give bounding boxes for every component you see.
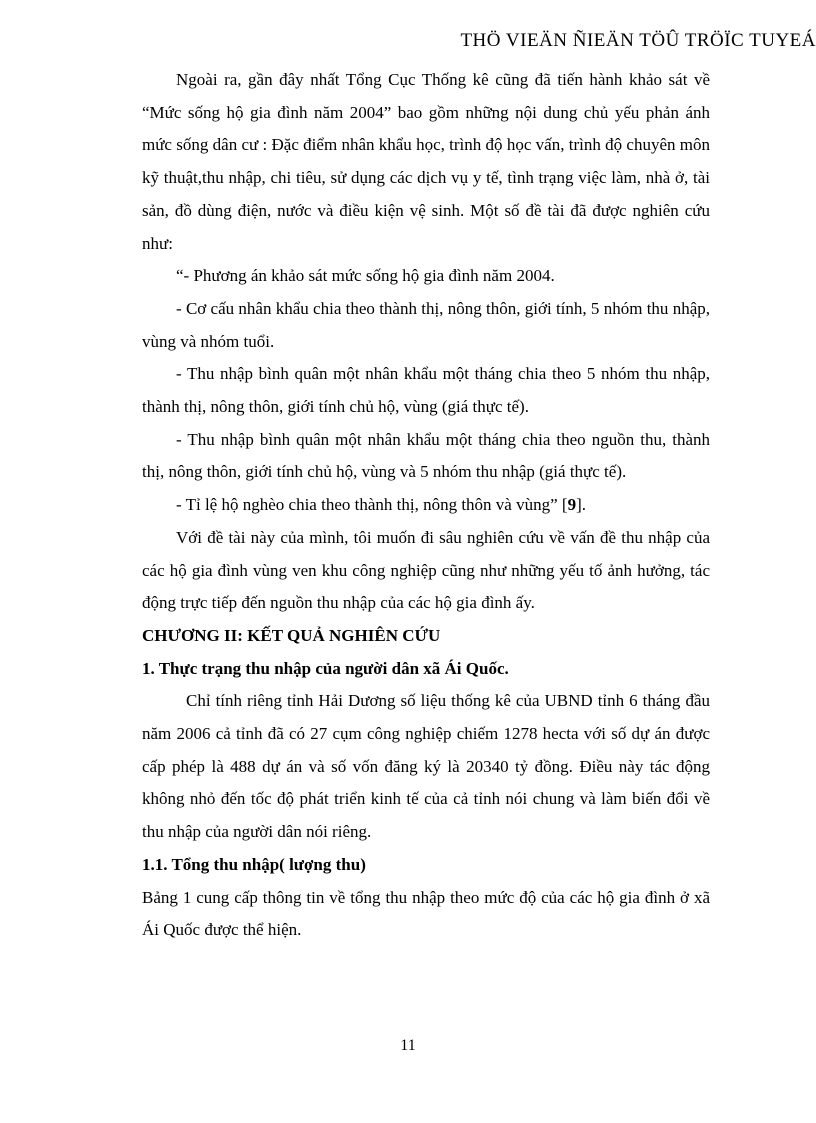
- list-item-poverty-rate: [142, 489, 710, 522]
- document-body: [142, 64, 710, 947]
- paragraph-intro: Ngoài ra, gần đây nhất Tổng Cục Thống kê cũng đã tiến hành khảo sát về “Mức sống hộ gia đình năm 2004” bao gồm những nội dung chủ yếu phản ánh mức sống dân cư : Đặc điểm nhân khẩu học, trình độ học vấn, trình độ chuyên môn kỹ thuật,thu nhập, chi tiêu, sử dụng các dịch vụ y tế, tình trạng việc làm, nhà ở, tài sản, đồ dùng điện, nước và điều kiện vệ sinh. Một số đề tài đã được nghiên cứu như:: [142, 70, 710, 253]
- paragraph-table-intro: Bảng 1 cung cấp thông tin về tổng thu nhập theo mức độ của các hộ gia đình ở xã Ái Quốc được thể hiện.: [142, 887, 710, 940]
- list-item-population-structure: - Cơ cấu nhân khẩu chia theo thành thị, nông thôn, giới tính, 5 nhóm thu nhập, vùng và nhóm tuổi.: [142, 298, 710, 351]
- list-item-survey-plan: “- Phương án khảo sát mức sống hộ gia đình năm 2004.: [176, 266, 555, 286]
- list-item-income-by-group: - Thu nhập bình quân một nhân khẩu một tháng chia theo 5 nhóm thu nhập, thành thị, nông thôn, giới tính chủ hộ, vùng (giá thực tế).: [142, 364, 710, 417]
- site-header-title: THÖ VIEÄN ÑIEÄN TÖÛ TRÖÏC TUYEÁ: [460, 30, 816, 51]
- page-number: 11: [400, 1037, 416, 1054]
- citation-reference: 9: [567, 495, 577, 515]
- poverty-rate-text: - Tỉ lệ hộ nghèo chia theo thành thị, nông thôn và vùng” [: [176, 495, 568, 515]
- chapter-heading: CHƯƠNG II: KẾT QUẢ NGHIÊN CỨU: [142, 625, 441, 645]
- list-item-income-by-source: - Thu nhập bình quân một nhân khẩu một tháng chia theo nguồn thu, thành thị, nông thôn, giới tính chủ hộ, vùng và 5 nhóm thu nhập (giá thực tế).: [142, 429, 710, 482]
- citation-close: ].: [576, 495, 586, 515]
- section-heading-1-1: 1.1. Tổng thu nhập( lượng thu): [142, 854, 366, 874]
- paragraph-hai-duong-stats: Chỉ tính riêng tỉnh Hải Dương số liệu thống kê của UBND tỉnh 6 tháng đầu năm 2006 cả tỉnh đã có 27 cụm công nghiệp chiếm 1278 hecta với số dự án được cấp phép là 488 dự án và số vốn đăng ký là 20340 tỷ đồng. Điều này tác động không nhỏ đến tốc độ phát triển kinh tế của cả tỉnh nói chung và làm biến đổi về thu nhập của người dân nói riêng.: [142, 691, 710, 842]
- section-heading-1: 1. Thực trạng thu nhập của người dân xã Ái Quốc.: [142, 658, 509, 678]
- paragraph-research-aim: Với đề tài này của mình, tôi muốn đi sâu nghiên cứu về vấn đề thu nhập của các hộ gia đình vùng ven khu công nghiệp cũng như những yếu tố ảnh hưởng, tác động trực tiếp đến nguồn thu nhập của các hộ gia đình ấy.: [142, 527, 710, 613]
